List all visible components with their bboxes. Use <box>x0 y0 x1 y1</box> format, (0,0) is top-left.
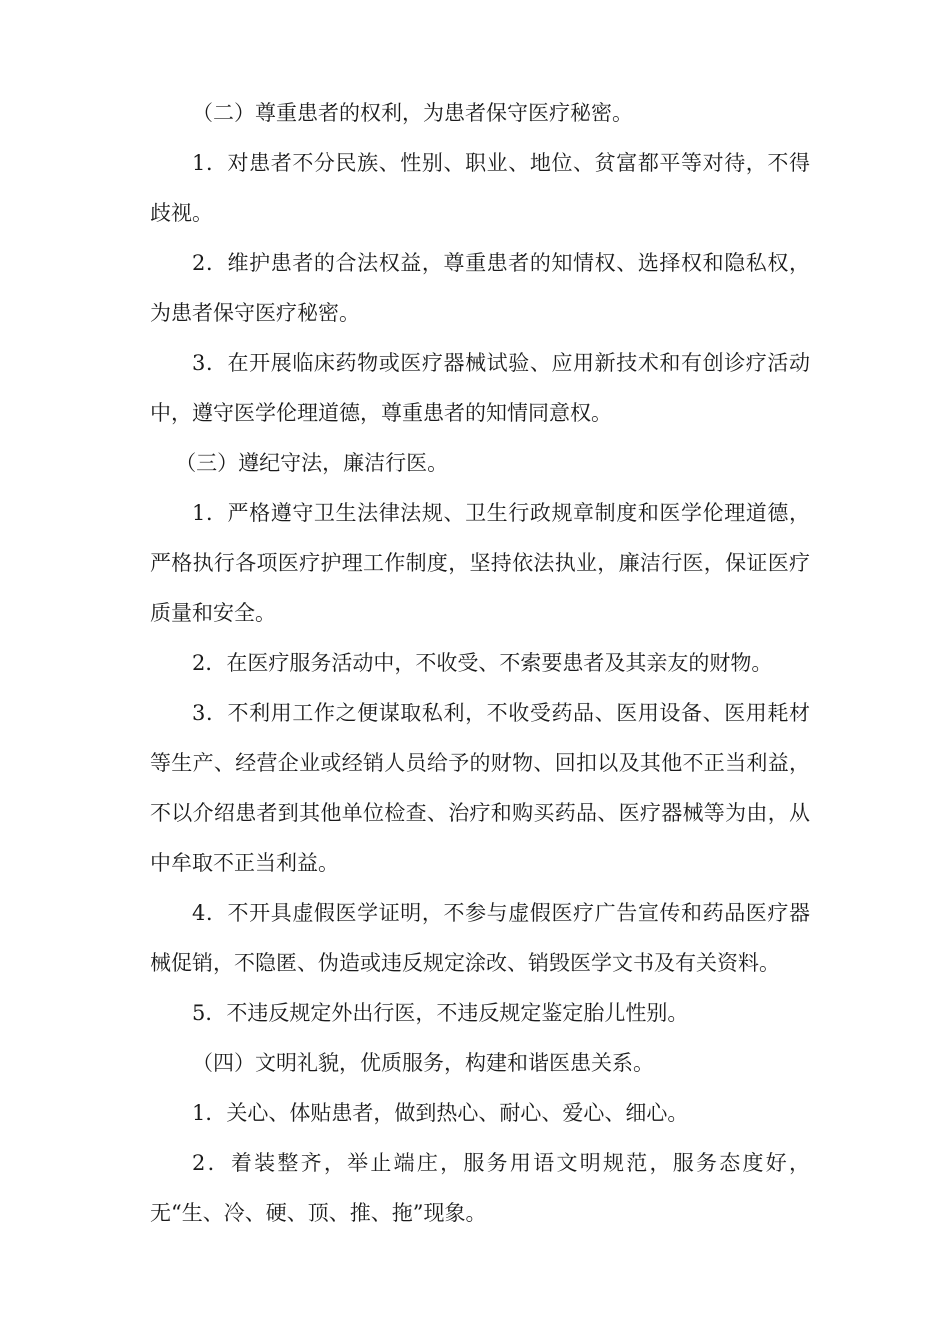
paragraph-3-3: 3．不利用工作之便谋取私利，不收受药品、医用设备、医用耗材等生产、经营企业或经销人员给予的财物、回扣以及其他不正当利益，不以介绍患者到其他单位检查、治疗和购买药品、医疗器械等为由，从中牟取不正当利益。 <box>150 701 810 875</box>
section-heading-3: （三）遵纪守法，廉洁行医。 <box>175 451 449 475</box>
paragraph-3-1: 1．严格遵守卫生法律法规、卫生行政规章制度和医学伦理道德，严格执行各项医疗护理工作制度，坚持依法执业，廉洁行医，保证医疗质量和安全。 <box>150 501 810 625</box>
section-heading-2: （二）尊重患者的权利，为患者保守医疗秘密。 <box>192 101 633 125</box>
paragraph-2-3: 3．在开展临床药物或医疗器械试验、应用新技术和有创诊疗活动中，遵守医学伦理道德，尊重患者的知情同意权。 <box>150 351 810 425</box>
section-heading-4: （四）文明礼貌，优质服务，构建和谐医患关系。 <box>192 1051 654 1075</box>
paragraph-3-4: 4．不开具虚假医学证明，不参与虚假医疗广告宣传和药品医疗器械促销，不隐匿、伪造或违反规定涂改、销毁医学文书及有关资料。 <box>150 901 810 975</box>
paragraph-4-2: 2．着装整齐，举止端庄，服务用语文明规范，服务态度好，无“生、冷、硬、顶、推、拖”现象。 <box>150 1151 810 1225</box>
paragraph-2-2: 2．维护患者的合法权益，尊重患者的知情权、选择权和隐私权，为患者保守医疗秘密。 <box>150 251 810 325</box>
paragraph-2-1: 1．对患者不分民族、性别、职业、地位、贫富都平等对待，不得歧视。 <box>150 151 810 225</box>
paragraph-3-2: 2．在医疗服务活动中，不收受、不索要患者及其亲友的财物。 <box>192 651 773 675</box>
document-body <box>150 88 810 1238</box>
paragraph-3-5: 5．不违反规定外出行医，不违反规定鉴定胎儿性别。 <box>192 1001 689 1025</box>
paragraph-4-1: 1．关心、体贴患者，做到热心、耐心、爱心、细心。 <box>192 1101 689 1125</box>
